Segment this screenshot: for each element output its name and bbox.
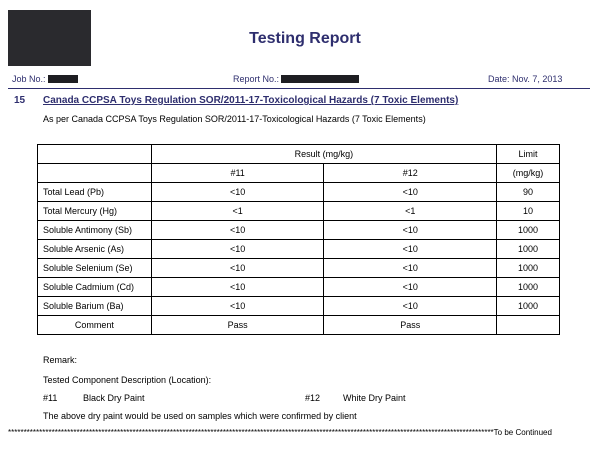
job-number-redacted: [48, 75, 78, 83]
element-name: Soluble Selenium (Se): [38, 259, 152, 278]
header-divider: [8, 88, 590, 89]
report-number: [233, 74, 359, 84]
element-name: Total Mercury (Hg): [38, 202, 152, 221]
footer-stars: ************************************************************************************************************************************************************: [8, 428, 494, 437]
table-row: [38, 221, 560, 240]
remark-label: Remark:: [43, 355, 78, 365]
job-number-label: Job No.:: [12, 74, 46, 84]
sample-12-id: #12: [305, 393, 321, 403]
client-note: The above dry paint would be used on samples which were confirmed by client: [43, 411, 357, 421]
report-date: Date: Nov. 7, 2013: [488, 74, 563, 84]
sample-12-value: <10: [324, 221, 497, 240]
section-title: Canada CCPSA Toys Regulation SOR/2011-17-Toxicological Hazards (7 Toxic Elements): [43, 95, 459, 106]
report-number-redacted: [281, 75, 359, 83]
table-row: [38, 278, 560, 297]
table-subheader-row: [38, 164, 560, 183]
sample-11-description: Black Dry Paint: [83, 393, 145, 403]
footer-continued-label: To be Continued: [493, 428, 552, 437]
sample-11-id: #11: [43, 393, 58, 403]
blank-subheader-cell: [38, 164, 152, 183]
limit-value: 1000: [497, 221, 560, 240]
sample-12-value: <10: [324, 278, 497, 297]
limit-header: Limit: [497, 145, 560, 164]
element-name: Soluble Cadmium (Cd): [38, 278, 152, 297]
sample-11-value: <10: [151, 183, 324, 202]
sample-12-value: <10: [324, 259, 497, 278]
table-row: [38, 259, 560, 278]
blank-comment-cell: [497, 316, 560, 335]
sample-12-description: White Dry Paint: [343, 393, 406, 403]
result-header: Result (mg/kg): [151, 145, 496, 164]
sample-12-value: <10: [324, 183, 497, 202]
sample-12-comment: Pass: [324, 316, 497, 335]
sample-11-comment: Pass: [151, 316, 324, 335]
report-number-label: Report No.:: [233, 74, 280, 84]
section-number: 15: [14, 95, 26, 106]
sample-12-value: <10: [324, 240, 497, 259]
limit-value: 1000: [497, 240, 560, 259]
limit-value: 1000: [497, 297, 560, 316]
element-name: Soluble Arsenic (As): [38, 240, 152, 259]
element-name: Soluble Antimony (Sb): [38, 221, 152, 240]
sample-11-value: <10: [151, 221, 324, 240]
comment-label: Comment: [38, 316, 152, 335]
results-table: [37, 144, 560, 335]
table-row: [38, 183, 560, 202]
sample-12-value: <10: [324, 297, 497, 316]
footer-continued: [8, 428, 598, 437]
sample-12-value: <1: [324, 202, 497, 221]
limit-value: 10: [497, 202, 560, 221]
limit-value: 1000: [497, 259, 560, 278]
comment-row: [38, 316, 560, 335]
sample-11-value: <10: [151, 278, 324, 297]
limit-unit: (mg/kg): [497, 164, 560, 183]
sample-11-header: #11: [151, 164, 324, 183]
table-header-row: [38, 145, 560, 164]
limit-value: 90: [497, 183, 560, 202]
component-description-label: Tested Component Description (Location):: [43, 375, 212, 385]
sample-descriptions: [43, 393, 406, 403]
sample-12-header: #12: [324, 164, 497, 183]
report-title: Testing Report: [249, 30, 361, 47]
sample-11-value: <10: [151, 259, 324, 278]
section-subtitle: As per Canada CCPSA Toys Regulation SOR/2011-17-Toxicological Hazards (7 Toxic Elements): [43, 114, 426, 124]
element-name: Total Lead (Pb): [38, 183, 152, 202]
table-row: [38, 297, 560, 316]
table-row: [38, 202, 560, 221]
table-row: [38, 240, 560, 259]
job-number: [12, 74, 78, 84]
element-name: Soluble Barium (Ba): [38, 297, 152, 316]
sample-11-value: <10: [151, 240, 324, 259]
limit-value: 1000: [497, 278, 560, 297]
sample-11-value: <1: [151, 202, 324, 221]
blank-header-cell: [38, 145, 152, 164]
sample-11-value: <10: [151, 297, 324, 316]
